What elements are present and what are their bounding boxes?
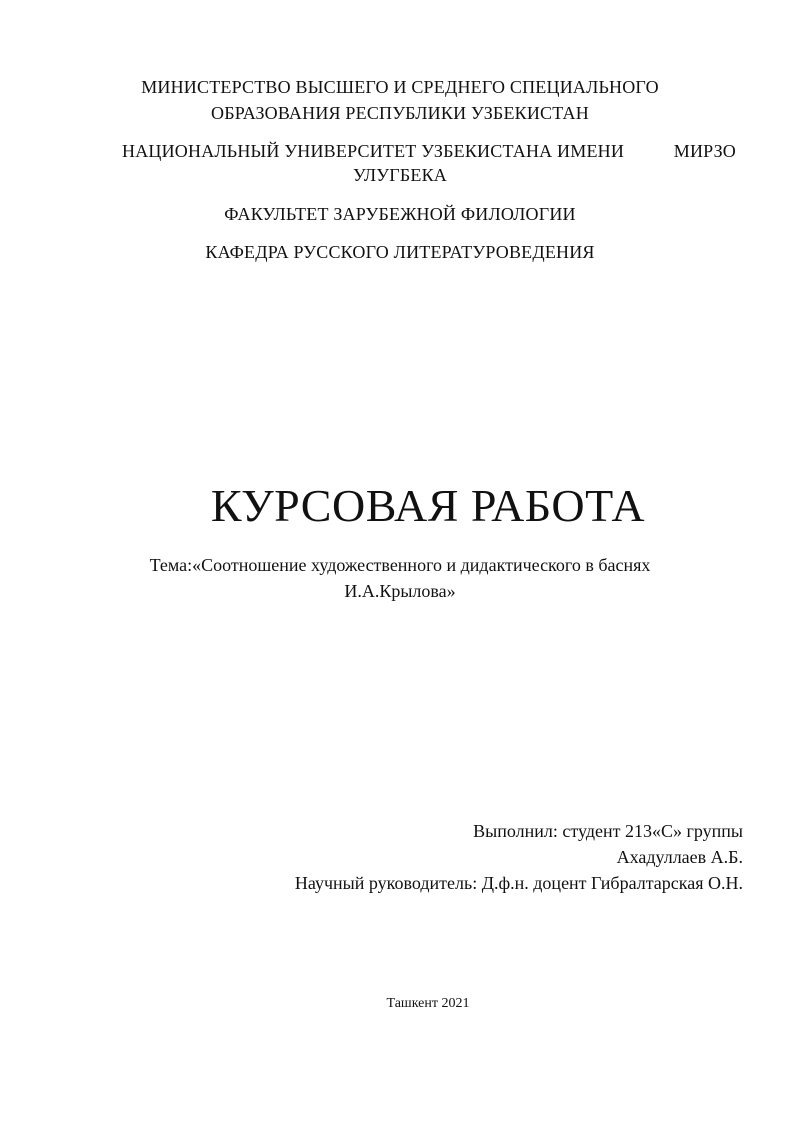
university-name-right: МИРЗО xyxy=(673,141,736,161)
topic-line-1: Тема:«Соотношение художественного и дидактического в баснях xyxy=(149,555,651,575)
topic-line-2: И.А.Крылова» xyxy=(344,581,456,601)
university-line-1 xyxy=(122,138,736,164)
university-line-2: УЛУГБЕКА xyxy=(352,165,447,185)
university-name-left: НАЦИОНАЛЬНЫЙ УНИВЕРСИТЕТ УЗБЕКИСТАНА ИМЕНИ xyxy=(122,141,625,161)
document-title: КУРСОВАЯ РАБОТА xyxy=(210,480,646,531)
supervisor: Научный руководитель: Д.ф.н. доцент Гибралтарская О.Н. xyxy=(294,873,743,893)
performed-by: Выполнил: студент 213«С» группы xyxy=(473,821,743,841)
ministry-line-1: МИНИСТЕРСТВО ВЫСШЕГО И СРЕДНЕГО СПЕЦИАЛЬНОГО xyxy=(141,77,659,97)
department-name: КАФЕДРА РУССКОГО ЛИТЕРАТУРОВЕДЕНИЯ xyxy=(205,242,595,262)
student-name: Ахадуллаев А.Б. xyxy=(616,847,743,867)
faculty-name: ФАКУЛЬТЕТ ЗАРУБЕЖНОЙ ФИЛОЛОГИИ xyxy=(224,204,576,224)
ministry-line-2: ОБРАЗОВАНИЯ РЕСПУБЛИКИ УЗБЕКИСТАН xyxy=(211,103,589,123)
city-year: Ташкент 2021 xyxy=(386,996,470,1011)
